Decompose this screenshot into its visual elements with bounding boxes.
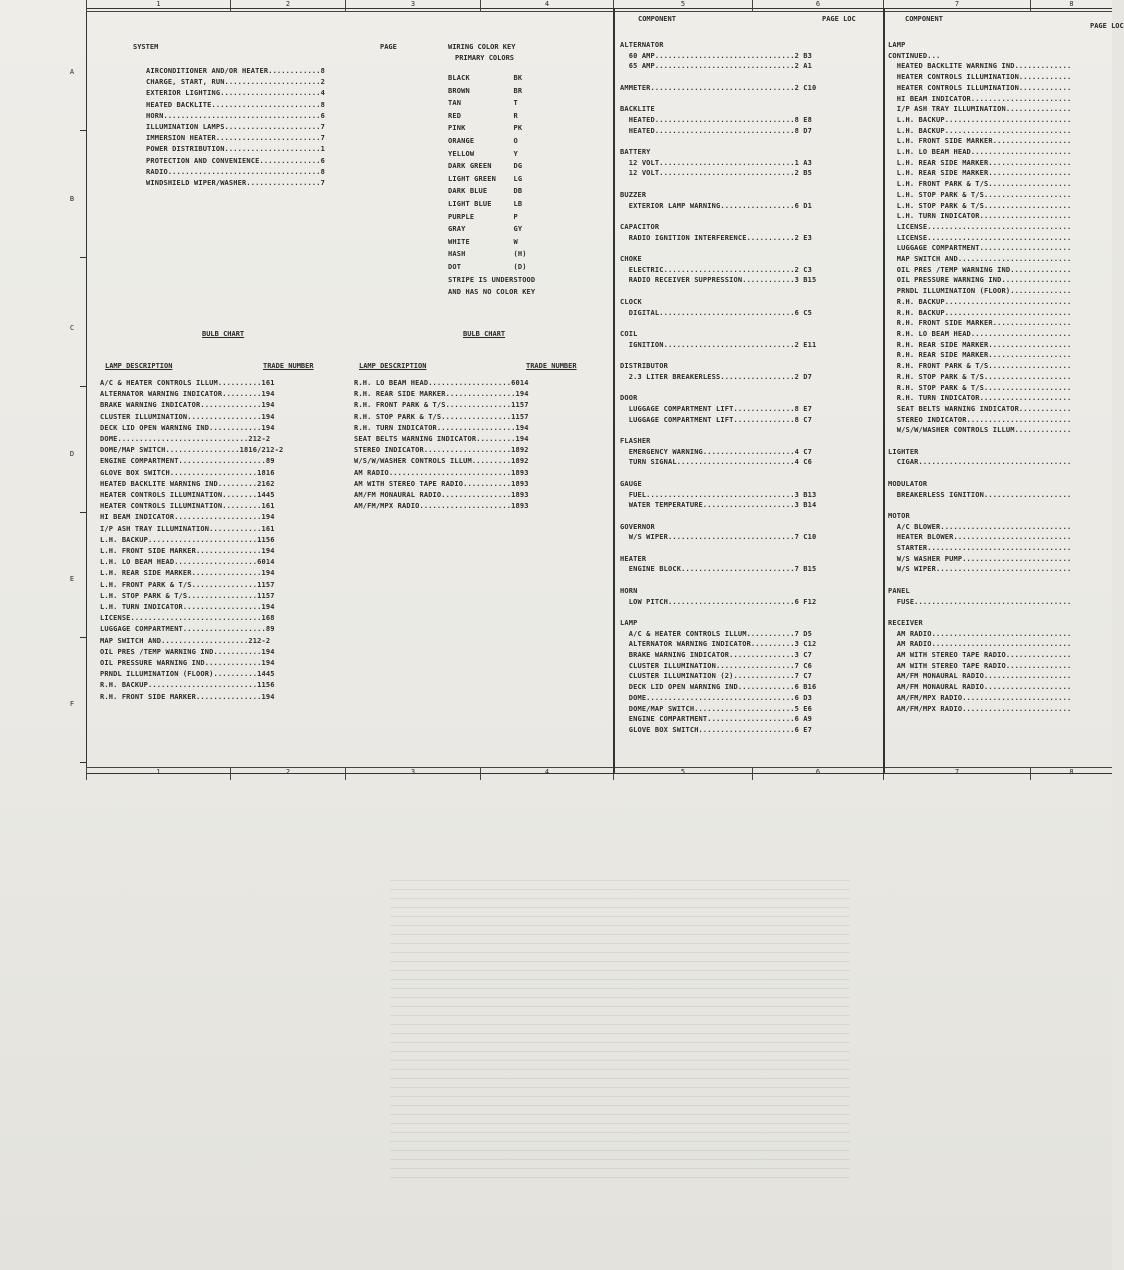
wiring-key-subtitle: PRIMARY COLORS — [455, 54, 515, 62]
bulb-chart-row: L.H. LO BEAM HEAD...................6014 — [100, 558, 275, 567]
component-index-row: DIGITAL...............................6 C5 — [620, 308, 813, 317]
component-a-header: COMPONENT — [638, 15, 676, 23]
bulb-chart-row: AM/FM MONAURAL RADIO................1893 — [354, 491, 529, 500]
component-index-row: L.H. BACKUP............................. — [888, 126, 1072, 135]
system-page-header: PAGE — [380, 43, 397, 51]
bulb-chart-title-left: BULB CHART — [202, 330, 245, 338]
component-index-row — [620, 575, 816, 586]
grid-column-label: 5 — [613, 0, 752, 12]
component-index-row: RADIO IGNITION INTERFERENCE...........2 E3 — [620, 233, 813, 242]
bulb-chart-right-list — [354, 378, 529, 512]
component-index-row: LAMP — [888, 41, 906, 49]
component-index-row: W/S/W/WASHER CONTROLS ILLUM............. — [888, 426, 1072, 435]
component-index-row: LAMP — [620, 618, 638, 627]
bulb-chart-row: ALTERNATOR WARNING INDICATOR.........194 — [100, 390, 275, 399]
component-index-row: HEATER — [620, 554, 647, 563]
component-index-row: ELECTRIC..............................2 C3 — [620, 265, 813, 274]
bulb-chart-row: BRAKE WARNING INDICATOR..............194 — [100, 401, 275, 410]
top-grid-ruler — [86, 0, 1112, 12]
component-index-row: W/S WIPER.............................7 C10 — [620, 533, 817, 542]
component-index-row: AM WITH STEREO TAPE RADIO............... — [888, 661, 1072, 670]
component-index-row: BRAKE WARNING INDICATOR...............3 C7 — [620, 651, 813, 660]
grid-column-label: 2 — [230, 768, 345, 780]
component-index-row: LIGHTER — [888, 447, 919, 456]
component-index-row: CHOKE — [620, 255, 642, 264]
bulb-chart-row: MAP SWITCH AND....................212-2 — [100, 636, 271, 645]
component-index-row: CIGAR................................... — [888, 458, 1072, 467]
component-index-row: R.H. BACKUP............................. — [888, 297, 1072, 306]
grid-column-label: 7 — [883, 768, 1030, 780]
bulb-right-trade-number-header: TRADE NUMBER — [526, 362, 577, 370]
component-index-row: 12 VOLT...............................1 A3 — [620, 158, 813, 167]
component-index-row — [620, 136, 816, 147]
bulb-chart-row: LUGGAGE COMPARTMENT...................89 — [100, 625, 275, 634]
wiring-color-row: LIGHT BLUE LB — [448, 199, 523, 208]
wiring-color-row: YELLOW Y — [448, 149, 518, 158]
grid-row-label: A — [69, 68, 75, 76]
component-index-row — [620, 468, 816, 479]
component-index-row: COIL — [620, 329, 638, 338]
component-index-row: HI BEAM INDICATOR....................... — [888, 94, 1072, 103]
wiring-color-row: DARK BLUE DB — [448, 187, 523, 196]
bulb-left-lamp-description-header: LAMP DESCRIPTION — [105, 362, 173, 370]
system-index-row: HORN....................................6 — [146, 111, 325, 120]
bulb-chart-row: AM RADIO............................1893 — [354, 468, 529, 477]
bulb-chart-row: L.H. TURN INDICATOR..................194 — [100, 603, 275, 612]
bulb-chart-row: R.H. LO BEAM HEAD...................6014 — [354, 379, 529, 387]
grid-column-label: 1 — [86, 768, 230, 780]
component-index-row: L.H. TURN INDICATOR..................... — [888, 212, 1072, 221]
grid-column-label: 2 — [230, 0, 345, 12]
grid-row-label: E — [69, 575, 75, 583]
component-index-row: L.H. FRONT PARK & T/S................... — [888, 180, 1072, 189]
wiring-color-row: WHITE W — [448, 237, 518, 246]
grid-column-label: 3 — [345, 0, 480, 12]
bulb-chart-row: AM WITH STEREO TAPE RADIO...........1893 — [354, 479, 529, 488]
bulb-chart-row: HEATED BACKLITE WARNING IND.........2162 — [100, 479, 275, 488]
component-index-row — [620, 425, 816, 436]
component-index-row: GOVERNOR — [620, 522, 655, 531]
component-index-row: PRNDL ILLUMINATION (FLOOR).............. — [888, 287, 1072, 296]
component-index-row: LICENSE................................. — [888, 233, 1072, 242]
bulb-chart-row: DOME/MAP SWITCH.................1816/212-2 — [100, 446, 284, 455]
bulb-chart-row: R.H. TURN INDICATOR..................194 — [354, 423, 529, 432]
grid-row-tick — [80, 386, 87, 387]
component-index-row: AM/FM MONAURAL RADIO.................... — [888, 683, 1072, 692]
component-index-row: R.H. REAR SIDE MARKER................... — [888, 351, 1072, 360]
grid-row-label: D — [69, 450, 75, 458]
wiring-color-row: DOT (D) — [448, 262, 527, 271]
grid-column-label: 8 — [1030, 768, 1112, 780]
grid-row-tick — [80, 130, 87, 131]
component-index-row: LICENSE................................. — [888, 222, 1072, 231]
system-index-row: IMMERSION HEATER........................7 — [146, 134, 325, 143]
component-index-row: HEATER CONTROLS ILLUMINATION............ — [888, 83, 1072, 92]
component-index-row — [620, 383, 816, 394]
component-index-row: SEAT BELTS WARNING INDICATOR............ — [888, 404, 1072, 413]
component-index-row: HEATED BACKLITE WARNING IND............. — [888, 62, 1072, 71]
component-index-row: LOW PITCH.............................6 F12 — [620, 597, 817, 606]
component-index-row: L.H. STOP PARK & T/S.................... — [888, 190, 1072, 199]
grid-column-label: 6 — [752, 768, 883, 780]
bulb-chart-title-right: BULB CHART — [463, 330, 506, 338]
grid-column-label: 6 — [752, 0, 883, 12]
component-index-row — [620, 179, 816, 190]
wiring-color-row: PINK PK — [448, 124, 523, 133]
component-index-row: OIL PRESSURE WARNING IND................ — [888, 276, 1072, 285]
component-index-row: 2.3 LITER BREAKERLESS.................2 D7 — [620, 372, 813, 381]
grid-row-tick — [80, 637, 87, 638]
component-index-row — [620, 350, 816, 361]
grid-row-tick — [80, 762, 87, 763]
component-index-row: R.H. FRONT SIDE MARKER.................. — [888, 319, 1072, 328]
component-index-a-list — [620, 40, 816, 736]
component-index-row: MAP SWITCH AND.......................... — [888, 255, 1072, 264]
bulb-chart-row: R.H. REAR SIDE MARKER................194 — [354, 390, 529, 399]
column-divider-component-a — [613, 8, 615, 774]
bulb-chart-row: R.H. FRONT PARK & T/S...............1157 — [354, 401, 529, 410]
grid-column-label: 4 — [480, 0, 613, 12]
component-index-row: HEATED................................8 E8 — [620, 115, 813, 124]
component-index-row: HEATED................................8 D7 — [620, 126, 813, 135]
component-index-row: DISTRIBUTOR — [620, 362, 669, 371]
bulb-chart-row: ENGINE COMPARTMENT....................89 — [100, 457, 275, 466]
component-index-row: I/P ASH TRAY ILLUMINATION............... — [888, 105, 1072, 114]
bulb-chart-row: L.H. FRONT SIDE MARKER...............194 — [100, 547, 275, 556]
bulb-chart-row: AM/FM/MPX RADIO.....................1893 — [354, 502, 529, 511]
grid-column-label: 3 — [345, 768, 480, 780]
component-index-row: PANEL — [888, 586, 910, 595]
component-index-row: W/S WASHER PUMP......................... — [888, 554, 1072, 563]
component-b-header: COMPONENT — [905, 15, 943, 23]
system-index-row: RADIO...................................8 — [146, 167, 325, 176]
component-index-row: DOOR — [620, 394, 638, 403]
component-index-row — [620, 211, 816, 222]
component-index-row: AM/FM/MPX RADIO......................... — [888, 704, 1072, 713]
bulb-chart-row: HEATER CONTROLS ILLUMINATION........1445 — [100, 491, 275, 500]
grid-column-label: 1 — [86, 0, 230, 12]
component-index-row: ALTERNATOR WARNING INDICATOR..........3 C12 — [620, 640, 817, 649]
component-index-row: DOME/MAP SWITCH.......................5 E6 — [620, 704, 813, 713]
bulb-chart-row: OIL PRESSURE WARNING IND.............194 — [100, 659, 275, 668]
grid-column-label: 4 — [480, 768, 613, 780]
component-index-row: 12 VOLT...............................2 B5 — [620, 169, 813, 178]
grid-column-label: 8 — [1030, 0, 1112, 12]
bulb-chart-row: L.H. STOP PARK & T/S................1157 — [100, 591, 275, 600]
bulb-chart-row: DECK LID OPEN WARNING IND............194 — [100, 423, 275, 432]
component-index-row — [620, 286, 816, 297]
bulb-left-trade-number-header: TRADE NUMBER — [263, 362, 314, 370]
component-index-row: R.H. FRONT PARK & T/S................... — [888, 362, 1072, 371]
component-index-row: MOTOR — [888, 511, 910, 520]
grid-row-tick — [80, 257, 87, 258]
bulb-chart-row: A/C & HEATER CONTROLS ILLUM..........161 — [100, 379, 275, 387]
wiring-color-row: PURPLE P — [448, 212, 518, 221]
component-index-row: CLUSTER ILLUMINATION..................7 C6 — [620, 661, 813, 670]
component-index-row — [888, 468, 1071, 479]
component-index-row — [620, 543, 816, 554]
wiring-color-row: BROWN BR — [448, 86, 523, 95]
component-index-row: RADIO RECEIVER SUPPRESSION............3 B15 — [620, 276, 817, 285]
component-index-row — [620, 72, 816, 83]
component-index-row: R.H. LO BEAM HEAD....................... — [888, 329, 1072, 338]
bulb-chart-row: LICENSE..............................168 — [100, 614, 275, 623]
grid-row-label: F — [69, 700, 75, 708]
component-index-row: L.H. STOP PARK & T/S.................... — [888, 201, 1072, 210]
component-index-row: WATER TEMPERATURE.....................3 B14 — [620, 501, 817, 510]
bulb-chart-row: L.H. REAR SIDE MARKER................194 — [100, 569, 275, 578]
component-index-row: AM/FM/MPX RADIO......................... — [888, 693, 1072, 702]
component-index-row — [888, 500, 1071, 511]
bulb-chart-row: R.H. BACKUP.........................1156 — [100, 681, 275, 690]
system-index-list — [146, 66, 325, 189]
component-index-row: MODULATOR — [888, 479, 928, 488]
component-b-clip — [886, 40, 1112, 770]
system-index-row: ILLUMINATION LAMPS......................7 — [146, 123, 325, 132]
system-index-row: PROTECTION AND CONVENIENCE..............6 — [146, 156, 325, 165]
component-index-row: AMMETER.................................2 C10 — [620, 83, 817, 92]
component-index-row: CAPACITOR — [620, 222, 660, 231]
bulb-chart-left-list — [100, 378, 283, 703]
component-index-row: EXTERIOR LAMP WARNING.................6 D1 — [620, 201, 813, 210]
component-index-row — [888, 436, 1071, 447]
bulb-chart-row: PRNDL ILLUMINATION (FLOOR)..........1445 — [100, 670, 275, 679]
system-index-row: CHARGE, START, RUN......................2 — [146, 78, 325, 87]
component-index-row — [888, 575, 1071, 586]
grid-row-tick — [80, 512, 87, 513]
bulb-chart-row: L.H. FRONT PARK & T/S...............1157 — [100, 580, 275, 589]
component-a-pageloc-header: PAGE LOC — [822, 15, 856, 23]
component-index-row: FUEL..................................3 B13 — [620, 490, 817, 499]
component-index-row: ALTERNATOR — [620, 41, 664, 49]
component-index-row: AM/FM MONAURAL RADIO.................... — [888, 672, 1072, 681]
bulb-chart-row: HI BEAM INDICATOR....................194 — [100, 513, 275, 522]
component-index-row: R.H. STOP PARK & T/S.................... — [888, 383, 1072, 392]
component-index-row: CONTINUED... — [888, 51, 941, 60]
component-index-row: AM RADIO................................ — [888, 640, 1072, 649]
grid-column-label: 7 — [883, 0, 1030, 12]
system-index-row: HEATED BACKLITE.........................8 — [146, 100, 325, 109]
wiring-color-row: DARK GREEN DG — [448, 162, 523, 171]
component-b-pageloc-header: PAGE LOC — [1090, 22, 1124, 30]
component-index-row: IGNITION..............................2 E11 — [620, 340, 817, 349]
component-index-row: L.H. BACKUP............................. — [888, 115, 1072, 124]
system-index-row: POWER DISTRIBUTION......................1 — [146, 145, 325, 154]
bulb-chart-row: W/S/W/WASHER CONTROLS ILLUM.........1892 — [354, 457, 529, 466]
component-index-row: R.H. REAR SIDE MARKER................... — [888, 340, 1072, 349]
grid-row-label: C — [69, 324, 75, 332]
component-index-row: BATTERY — [620, 148, 651, 157]
component-index-row: CLUSTER ILLUMINATION (2)..............7 C7 — [620, 672, 813, 681]
component-index-row: HEATER CONTROLS ILLUMINATION............ — [888, 73, 1072, 82]
wiring-color-row: RED R — [448, 111, 518, 120]
wiring-color-row: TAN T — [448, 99, 518, 108]
bulb-chart-row: L.H. BACKUP.........................1156 — [100, 535, 275, 544]
component-index-row: STARTER................................. — [888, 544, 1072, 553]
bulb-chart-row: R.H. STOP PARK & T/S................1157 — [354, 412, 529, 421]
component-index-row — [620, 243, 816, 254]
component-index-row: L.H. REAR SIDE MARKER................... — [888, 169, 1072, 178]
grid-column-label: 5 — [613, 768, 752, 780]
component-index-row: FLASHER — [620, 437, 651, 446]
system-index-row: EXTERIOR LIGHTING.......................4 — [146, 89, 325, 98]
bulb-right-lamp-description-header: LAMP DESCRIPTION — [359, 362, 427, 370]
component-index-row: W/S WIPER............................... — [888, 565, 1072, 574]
component-index-row — [620, 607, 816, 618]
bulb-chart-row: DOME..............................212-2 — [100, 435, 271, 444]
component-index-row: R.H. BACKUP............................. — [888, 308, 1072, 317]
wiring-color-row: GRAY GY — [448, 225, 523, 234]
wiring-color-row: BLACK BK — [448, 74, 523, 82]
component-index-row: OIL PRES /TEMP WARNING IND.............. — [888, 265, 1072, 274]
system-header: SYSTEM — [133, 43, 159, 51]
wiring-color-row: LIGHT GREEN LG — [448, 174, 523, 183]
component-index-row: HEATER BLOWER........................... — [888, 533, 1072, 542]
component-index-row: 65 AMP................................2 A1 — [620, 62, 813, 71]
wiring-key-title: WIRING COLOR KEY — [448, 43, 516, 51]
component-index-row — [620, 94, 816, 105]
bleed-through-shadow — [390, 880, 850, 1180]
component-index-row: GAUGE — [620, 479, 642, 488]
component-index-row: 60 AMP................................2 B3 — [620, 51, 813, 60]
component-index-b-list — [888, 40, 1071, 714]
component-index-row: L.H. REAR SIDE MARKER................... — [888, 158, 1072, 167]
component-index-row: AM WITH STEREO TAPE RADIO............... — [888, 651, 1072, 660]
component-index-row: A/C & HEATER CONTROLS ILLUM...........7 D5 — [620, 629, 813, 638]
system-index-row: WINDSHIELD WIPER/WASHER.................7 — [146, 179, 325, 188]
bulb-chart-row: OIL PRES /TEMP WARNING IND...........194 — [100, 647, 275, 656]
component-index-row: AM RADIO................................ — [888, 629, 1072, 638]
component-index-row: ENGINE BLOCK..........................7 B15 — [620, 565, 817, 574]
component-index-row: FUSE.................................... — [888, 597, 1072, 606]
component-index-row: LUGGAGE COMPARTMENT LIFT..............8 E7 — [620, 404, 813, 413]
component-index-row: R.H. STOP PARK & T/S.................... — [888, 372, 1072, 381]
component-index-row: L.H. FRONT SIDE MARKER.................. — [888, 137, 1072, 146]
component-index-row: BACKLITE — [620, 105, 655, 114]
system-index-row: AIRCONDITIONER AND/OR HEATER............8 — [146, 67, 325, 75]
component-index-row: A/C BLOWER.............................. — [888, 522, 1072, 531]
component-index-row: LUGGAGE COMPARTMENT LIFT..............8 C7 — [620, 415, 813, 424]
wiring-color-row: ORANGE O — [448, 136, 518, 145]
component-index-row: DOME..................................6 D3 — [620, 693, 813, 702]
component-index-row: DECK LID OPEN WARNING IND.............6 B16 — [620, 683, 817, 692]
component-index-row: TURN SIGNAL...........................4 C6 — [620, 458, 813, 467]
wiring-color-list — [448, 72, 535, 299]
component-index-row — [888, 607, 1071, 618]
bulb-chart-row: CLUSTER ILLUMINATION.................194 — [100, 412, 275, 421]
component-index-row: LUGGAGE COMPARTMENT..................... — [888, 244, 1072, 253]
component-index-row: RECEIVER — [888, 618, 923, 627]
wiring-color-row: AND HAS NO COLOR KEY — [448, 288, 536, 297]
component-index-row: BUZZER — [620, 190, 647, 199]
wiring-color-row: STRIPE IS UNDERSTOOD — [448, 275, 536, 284]
bulb-chart-row: I/P ASH TRAY ILLUMINATION............161 — [100, 524, 275, 533]
column-divider-component-b — [883, 8, 885, 774]
component-index-row: L.H. LO BEAM HEAD....................... — [888, 148, 1072, 157]
bulb-chart-row: R.H. FRONT SIDE MARKER...............194 — [100, 692, 275, 701]
bulb-chart-row: STEREO INDICATOR....................1892 — [354, 446, 529, 455]
bulb-chart-row: GLOVE BOX SWITCH....................1816 — [100, 468, 275, 477]
component-index-row: EMERGENCY WARNING.....................4 C7 — [620, 447, 813, 456]
grid-row-label: B — [69, 195, 75, 203]
component-index-row: CLOCK — [620, 297, 642, 306]
component-index-row: R.H. TURN INDICATOR..................... — [888, 394, 1072, 403]
component-index-row: STEREO INDICATOR........................ — [888, 415, 1072, 424]
component-index-row: BREAKERLESS IGNITION.................... — [888, 490, 1072, 499]
component-index-row — [620, 318, 816, 329]
bulb-chart-row: HEATER CONTROLS ILLUMINATION.........161 — [100, 502, 275, 511]
component-index-row: ENGINE COMPARTMENT....................6 A9 — [620, 715, 813, 724]
component-index-row: GLOVE BOX SWITCH......................6 E7 — [620, 726, 813, 734]
component-index-row — [620, 511, 816, 522]
component-index-row: HORN — [620, 586, 638, 595]
bulb-chart-row: SEAT BELTS WARNING INDICATOR.........194 — [354, 435, 529, 444]
wiring-color-row: HASH (H) — [448, 250, 527, 259]
